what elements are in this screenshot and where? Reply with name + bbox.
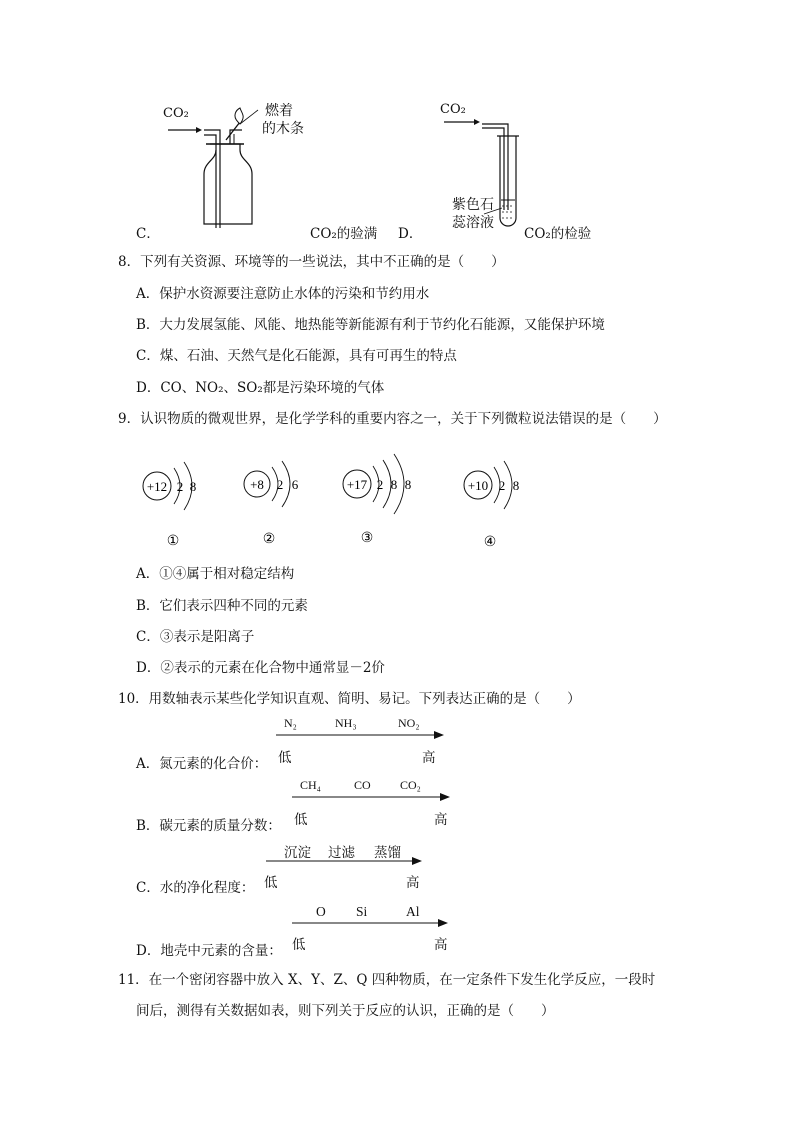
axis-low: 低: [264, 875, 278, 891]
burning-stick-label-1: 燃着: [265, 103, 293, 119]
axis-item: NH₃: [335, 716, 357, 730]
option-d-label: D．: [398, 226, 423, 242]
option-d: D．②表示的元素在化合物中通常显－2价: [136, 660, 385, 676]
particle-label: ①: [166, 534, 180, 549]
axis-item: 过滤: [328, 845, 355, 861]
shell-electron-count: 8: [189, 479, 197, 494]
shell-electron-count: 8: [512, 478, 520, 493]
option-c: C．煤、石油、天然气是化石能源，具有可再生的特点: [136, 348, 457, 364]
axis-high: 高: [434, 812, 448, 828]
question-stem-line-1: 11．在一个密闭容器中放入 X、Y、Z、Q 四种物质，在一定条件下发生化学反应，一段时: [118, 972, 656, 988]
axis-arrow-icon: [266, 856, 426, 866]
nucleus-charge: +10: [467, 478, 489, 493]
shell-electron-count: 6: [291, 477, 299, 492]
shell-electron-count: 2: [498, 478, 506, 493]
axis-item: Si: [356, 904, 368, 919]
option-c: C．③表示是阳离子: [136, 629, 255, 645]
axis-item: CH₄: [300, 778, 321, 792]
nucleus-charge: +17: [346, 477, 368, 492]
option-a: A．氮元素的化合价：: [136, 756, 268, 772]
gas-bottle-icon: [160, 100, 290, 230]
axis-high: 高: [434, 937, 448, 953]
particle-label: ④: [483, 535, 497, 550]
nucleus-charge: +8: [250, 477, 264, 492]
option-c-label: C．: [136, 226, 160, 242]
co2-arrow-label: CO₂: [163, 106, 189, 121]
axis-low: 低: [292, 937, 306, 953]
axis-item: O: [316, 904, 326, 919]
particle-3-diagram: [343, 454, 411, 514]
option-a: A．①④属于相对稳定结构: [136, 566, 295, 582]
axis-item: N₂: [284, 716, 297, 730]
axis-item: CO: [354, 778, 371, 792]
option-b: B．碳元素的质量分数：: [136, 818, 281, 834]
axis-low: 低: [294, 812, 308, 828]
particle-label: ②: [262, 532, 276, 547]
option-b: B．它们表示四种不同的元素: [136, 598, 308, 614]
axis-item: 沉淀: [284, 845, 311, 861]
solution-label-2: 蕊溶液: [452, 215, 494, 231]
particle-4-diagram: [464, 461, 519, 509]
atomic-structure-diagrams: [130, 450, 530, 550]
question-stem-line-2: 间后，测得有关数据如表，则下列关于反应的认识，正确的是（ ）: [136, 1003, 555, 1019]
axis-high: 高: [406, 875, 420, 891]
option-d: D．CO、NO₂、SO₂都是污染环境的气体: [136, 380, 385, 396]
axis-item: CO₂: [400, 778, 421, 792]
c-caption: CO₂的验满: [310, 226, 378, 242]
axis-item: 蒸馏: [374, 845, 401, 861]
shell-electron-count: 2: [176, 479, 184, 494]
option-d: D．地壳中元素的含量：: [136, 943, 282, 959]
question-stem: 10．用数轴表示某些化学知识直观、简明、易记。下列表达正确的是（ ）: [118, 691, 581, 707]
shell-electron-count: 2: [376, 477, 384, 492]
axis-low: 低: [278, 750, 292, 766]
axis-arrow-icon: [292, 918, 452, 928]
question-stem: 9．认识物质的微观世界，是化学学科的重要内容之一，关于下列微粒说法错误的是（ ）: [118, 411, 667, 427]
option-a: A．保护水资源要注意防止水体的污染和节约用水: [136, 286, 430, 302]
axis-arrow-icon: [276, 730, 446, 740]
question-stem: 8．下列有关资源、环境等的一些说法，其中不正确的是（ ）: [118, 254, 505, 270]
axis-item: Al: [406, 904, 420, 919]
solution-label-1: 紫色石: [452, 197, 494, 213]
shell-electron-count: 8: [390, 477, 398, 492]
particle-2-diagram: [244, 461, 299, 507]
burning-stick-label-2: 的木条: [262, 121, 304, 137]
axis-arrow-icon: [292, 792, 454, 802]
shell-electron-count: 2: [276, 477, 284, 492]
co2-arrow-label-d: CO₂: [440, 102, 466, 117]
axis-item: NO₂: [398, 716, 420, 730]
d-caption: CO₂的检验: [524, 226, 592, 242]
axis-high: 高: [422, 750, 436, 766]
nucleus-charge: +12: [146, 479, 168, 494]
option-b: B．大力发展氢能、风能、地热能等新能源有利于节约化石能源，又能保护环境: [136, 317, 605, 333]
particle-1-diagram: [143, 462, 196, 510]
option-c: C．水的净化程度：: [136, 880, 255, 896]
particle-label: ③: [360, 531, 374, 546]
shell-electron-count: 8: [404, 477, 412, 492]
